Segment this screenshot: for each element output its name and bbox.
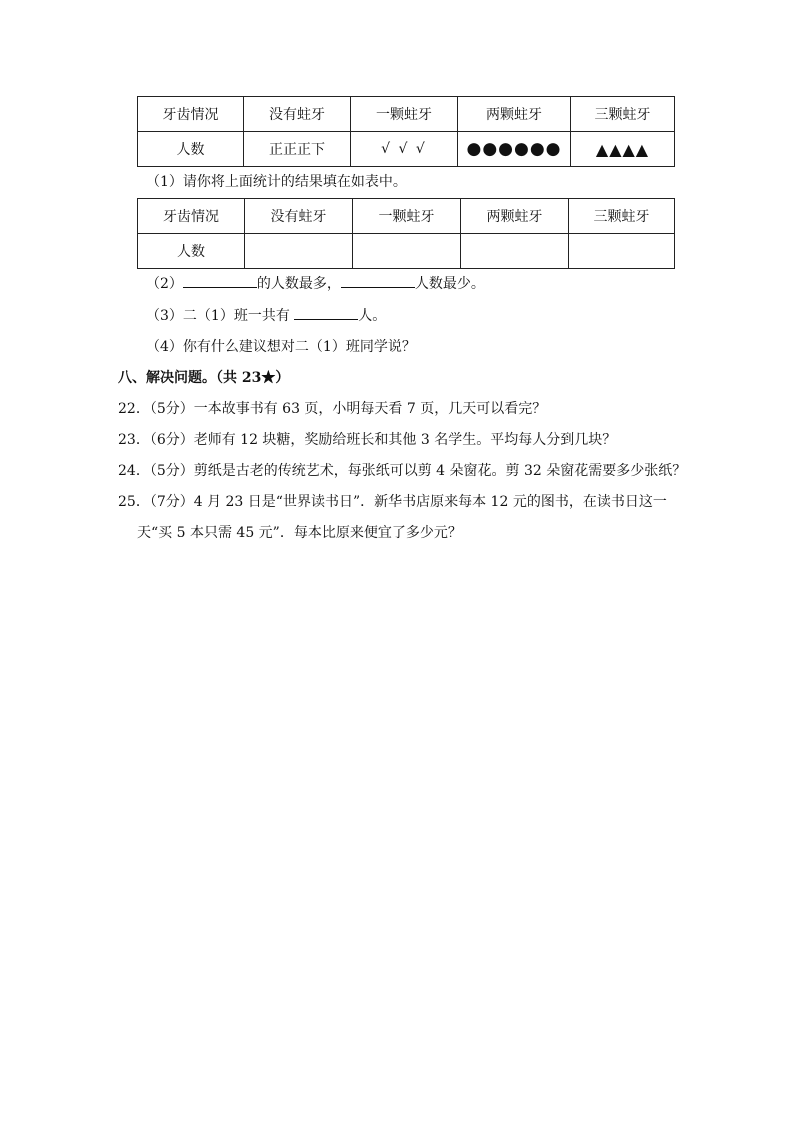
answer-cell[interactable] xyxy=(461,234,569,269)
tally-table xyxy=(137,96,675,167)
checkmark-cell: √ √ √ xyxy=(351,132,458,167)
question-4: （4）你有什么建议想对二（1）班同学说？ xyxy=(146,339,416,355)
header-cell: 三颗蛀牙 xyxy=(571,97,675,132)
header-cell: 三颗蛀牙 xyxy=(569,199,675,234)
answer-cell[interactable] xyxy=(569,234,675,269)
section-title: 八、解决问题。（共 23★） xyxy=(118,370,290,386)
problem-23: 23．（6分）老师有 12 块糖，奖励给班长和其他 3 名学生。平均每人分到几块？ xyxy=(118,432,617,448)
problem-22: 22．（5分）一本故事书有 63 页，小明每天看 7 页，几天可以看完？ xyxy=(118,401,547,417)
question-3-prefix: （3）二（1）班一共有 xyxy=(146,308,295,324)
header-cell: 一颗蛀牙 xyxy=(351,97,458,132)
problem-25-continued: 天“买 5 本只需 45 元”．每本比原来便宜了多少元？ xyxy=(137,525,462,541)
header-cell: 两颗蛀牙 xyxy=(458,97,571,132)
question-2-suffix: 人数最少。 xyxy=(414,276,485,292)
tally-cell: 正正正下 xyxy=(244,132,351,167)
header-cell: 牙齿情况 xyxy=(138,97,244,132)
answer-blank[interactable] xyxy=(341,273,415,288)
answer-blank[interactable] xyxy=(183,273,257,288)
header-cell: 牙齿情况 xyxy=(138,199,245,234)
table-header-row xyxy=(138,199,675,234)
question-3 xyxy=(146,305,386,326)
triangle-cell: ▲▲▲▲ xyxy=(571,132,675,167)
answer-cell[interactable] xyxy=(353,234,461,269)
problem-25: 25．（7分）4 月 23 日是“世界读书日”．新华书店原来每本 12 元的图书，在读书日这一 xyxy=(118,494,667,510)
row-label: 人数 xyxy=(138,132,244,167)
fill-table xyxy=(137,198,675,269)
header-cell: 一颗蛀牙 xyxy=(353,199,461,234)
answer-blank[interactable] xyxy=(294,305,358,320)
question-2 xyxy=(146,273,485,294)
answer-cell[interactable] xyxy=(245,234,353,269)
header-cell: 两颗蛀牙 xyxy=(461,199,569,234)
table-row xyxy=(138,132,675,167)
question-2-middle: 的人数最多， xyxy=(256,276,341,292)
problem-24: 24．（5分）剪纸是古老的传统艺术，每张纸可以剪 4 朵窗花。剪 32 朵窗花需要多少张纸？ xyxy=(118,463,687,479)
header-cell: 没有蛀牙 xyxy=(245,199,353,234)
question-2-prefix: （2） xyxy=(146,276,183,292)
question-3-suffix: 人。 xyxy=(358,308,387,324)
row-label: 人数 xyxy=(138,234,245,269)
table-row xyxy=(138,234,675,269)
header-cell: 没有蛀牙 xyxy=(244,97,351,132)
table-header-row xyxy=(138,97,675,132)
question-1: （1）请你将上面统计的结果填在如表中。 xyxy=(146,174,407,190)
dot-cell: ●●●●●● xyxy=(458,132,571,167)
